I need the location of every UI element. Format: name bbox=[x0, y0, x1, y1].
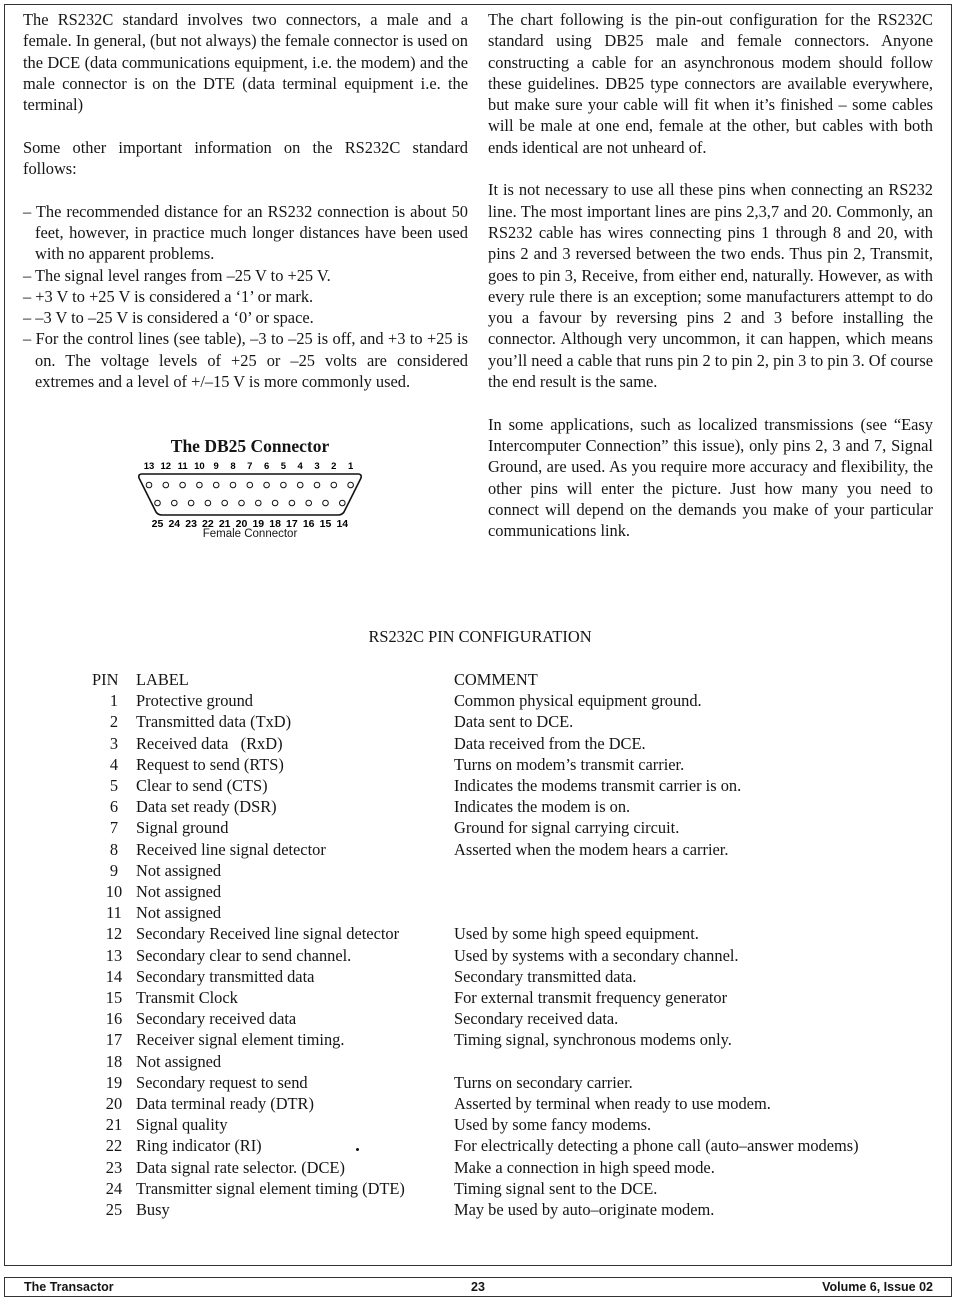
comment-cell: For electrically detecting a phone call (auto–answer modems) bbox=[454, 1136, 859, 1156]
pin-number-label: 13 bbox=[143, 461, 155, 472]
pin-number-label: 17 bbox=[286, 518, 298, 530]
pin-hole bbox=[306, 500, 312, 506]
table-row bbox=[92, 1178, 859, 1199]
pin-number-label: 21 bbox=[218, 518, 231, 530]
comment-cell bbox=[454, 1051, 859, 1072]
bullet-list bbox=[23, 201, 468, 393]
pin-cell: 5 bbox=[109, 776, 119, 796]
comment-cell bbox=[454, 902, 859, 923]
pin-cell: 24 bbox=[105, 1178, 123, 1198]
pin-number-label: 18 bbox=[269, 518, 281, 530]
pin-hole bbox=[256, 500, 262, 506]
label-cell: Signal ground bbox=[136, 818, 229, 838]
pin-hole bbox=[331, 482, 337, 488]
table-row bbox=[92, 1093, 859, 1114]
pin-cell: 6 bbox=[109, 797, 119, 817]
header-label: LABEL bbox=[136, 670, 189, 689]
pin-cell: 23 bbox=[105, 1157, 123, 1177]
figure-title: The DB25 Connector bbox=[170, 436, 330, 456]
pin-cell: 8 bbox=[109, 839, 119, 859]
label-cell: Received data (RxD) bbox=[136, 733, 283, 753]
table-row bbox=[92, 796, 859, 817]
table-row bbox=[92, 902, 859, 923]
table-row bbox=[92, 1051, 859, 1072]
table-row bbox=[92, 1135, 859, 1156]
pin-number-label: 16 bbox=[302, 518, 315, 530]
table-row bbox=[92, 1072, 859, 1093]
pin-hole bbox=[272, 500, 278, 506]
db25-connector-figure bbox=[120, 436, 380, 556]
table-row bbox=[92, 1114, 859, 1135]
table-header-row bbox=[92, 669, 859, 690]
pin-hole bbox=[146, 482, 152, 488]
label-cell: Not assigned bbox=[136, 1051, 222, 1071]
pin-cell: 16 bbox=[105, 1009, 123, 1029]
table-row bbox=[92, 690, 859, 711]
paragraph: Some other important information on the RS232C standard follows: bbox=[23, 137, 468, 179]
connector-shell-outline bbox=[139, 474, 361, 515]
table-row bbox=[92, 1199, 859, 1220]
pin-number-label: 3 bbox=[314, 461, 320, 472]
pin-hole bbox=[281, 482, 287, 488]
pin-cell: 22 bbox=[105, 1136, 123, 1156]
label-cell: Busy bbox=[136, 1200, 170, 1220]
header-pin: PIN bbox=[92, 670, 119, 689]
pin-hole bbox=[172, 500, 178, 506]
label-cell: Secondary received data bbox=[136, 1009, 297, 1029]
pin-cell: 12 bbox=[105, 924, 123, 944]
label-cell: Request to send (RTS) bbox=[136, 754, 284, 774]
paragraph: The RS232C standard involves two connectors, a male and a female. In general, (but not always) the female connector is used on the DCE (data communications equipment, i.e. the modem) and the male connector is on the DTE (data terminal equipment i.e. the terminal) bbox=[23, 10, 468, 115]
pin-number-label: 7 bbox=[247, 461, 253, 472]
table-row bbox=[92, 754, 859, 775]
label-cell: Data set ready (DSR) bbox=[136, 797, 277, 817]
table-row bbox=[92, 711, 859, 732]
pin-hole bbox=[155, 500, 161, 506]
table-row bbox=[92, 923, 859, 944]
label-cell: Signal quality bbox=[136, 1115, 228, 1135]
comment-cell: Indicates the modem is on. bbox=[454, 797, 631, 817]
pin-number-label: 25 bbox=[151, 518, 164, 530]
pin-number-label: 5 bbox=[280, 461, 287, 472]
pin-cell: 19 bbox=[105, 1072, 123, 1092]
pin-number-label: 23 bbox=[185, 518, 197, 530]
figure-caption: Female Connector bbox=[202, 528, 298, 540]
comment-cell: Common physical equipment ground. bbox=[454, 691, 702, 711]
pin-cell: 2 bbox=[109, 712, 119, 732]
pin-hole bbox=[348, 482, 354, 488]
comment-cell: Data sent to DCE. bbox=[454, 712, 574, 732]
comment-cell: Used by some high speed equipment. bbox=[454, 924, 699, 944]
db25-connector-diagram bbox=[130, 458, 370, 530]
comment-cell: Data received from the DCE. bbox=[454, 733, 646, 753]
pin-hole bbox=[247, 482, 253, 488]
label-cell: Secondary Received line signal detector bbox=[136, 924, 400, 944]
bullet-item: – +3 V to +25 V is considered a ‘1’ or mark. bbox=[23, 286, 314, 306]
table-row bbox=[92, 817, 859, 838]
pin-number-label: 12 bbox=[160, 461, 172, 472]
pin-hole bbox=[213, 482, 219, 488]
comment-cell bbox=[454, 860, 859, 881]
pin-number-label: 8 bbox=[230, 461, 236, 472]
pin-cell: 17 bbox=[105, 1030, 123, 1050]
pin-number-label: 19 bbox=[252, 518, 265, 530]
comment-cell: Make a connection in high speed mode. bbox=[454, 1157, 715, 1177]
label-cell: Receiver signal element timing. bbox=[136, 1030, 345, 1050]
comment-cell: Turns on modem’s transmit carrier. bbox=[454, 754, 685, 774]
page-footer bbox=[4, 1277, 952, 1297]
comment-cell: Used by systems with a secondary channel. bbox=[454, 945, 739, 965]
pin-hole bbox=[264, 482, 270, 488]
pin-hole bbox=[340, 500, 346, 506]
bullet-item: – For the control lines (see table), –3 to –25 is off, and +3 to +25 is on. The voltage levels of +25 or –25 volts are considered extremes and a level of +/–15 V is more commonly used. bbox=[23, 329, 468, 392]
table-row bbox=[92, 987, 859, 1008]
issue-label: Volume 6, Issue 02 bbox=[822, 1280, 933, 1294]
pin-cell: 14 bbox=[105, 966, 123, 986]
pin-cell: 1 bbox=[109, 691, 119, 711]
table-row bbox=[92, 839, 859, 860]
label-cell: Ring indicator (RI) bbox=[136, 1136, 262, 1156]
label-cell: Not assigned bbox=[136, 860, 222, 880]
table-title: RS232C PIN CONFIGURATION bbox=[368, 627, 592, 646]
pin-number-label: 11 bbox=[177, 461, 188, 472]
label-cell: Transmit Clock bbox=[136, 988, 238, 1008]
pin-number-label: 4 bbox=[297, 461, 303, 472]
pin-number-label: 1 bbox=[347, 461, 354, 472]
table-row bbox=[92, 733, 859, 754]
pin-cell: 21 bbox=[105, 1115, 123, 1135]
pin-hole bbox=[239, 500, 245, 506]
left-column bbox=[23, 9, 468, 392]
pin-hole bbox=[222, 500, 228, 506]
header-comment: COMMENT bbox=[454, 670, 538, 689]
table-row bbox=[92, 860, 859, 881]
pin-number-label: 6 bbox=[263, 461, 270, 472]
pin-cell: 18 bbox=[105, 1051, 123, 1071]
bullet-item: – –3 V to –25 V is considered a ‘0’ or space. bbox=[23, 308, 314, 328]
label-cell: Secondary clear to send channel. bbox=[136, 945, 352, 965]
pin-hole bbox=[289, 500, 295, 506]
publication-name: The Transactor bbox=[24, 1280, 114, 1294]
pin-hole bbox=[197, 482, 203, 488]
table-row bbox=[92, 1008, 859, 1029]
page-number: 23 bbox=[471, 1280, 485, 1294]
table-row bbox=[92, 1157, 859, 1178]
comment-cell: Timing signal, synchronous modems only. bbox=[454, 1030, 732, 1050]
label-cell: Not assigned bbox=[136, 882, 222, 902]
pin-hole bbox=[205, 500, 211, 506]
pin-hole bbox=[188, 500, 194, 506]
comment-cell: Timing signal sent to the DCE. bbox=[454, 1178, 658, 1198]
comment-cell: Asserted when the modem hears a carrier. bbox=[454, 839, 729, 859]
pin-number-label: 10 bbox=[194, 461, 205, 472]
pin-number-label: 2 bbox=[331, 461, 337, 472]
table-row bbox=[92, 775, 859, 796]
paragraph: It is not necessary to use all these pins when connecting an RS232 line. The most important lines are pins 2,3,7 and 20. Commonly, an RS232 cable has wires connecting pins 1 through 8 and 20, with pins 2 and 3 reversed between the two ends. Thus pin 2, Transmit, goes to pin 3, Receive, from either end, naturally. However, as with every rule there is an exception; some manufacturers attempt to do you a favour by reversing pins 2 and 3 before installing the connector. Although very uncommon, it can happen, which means you’ll need a cable that runs pin 2 to pin 2, pin 3 to pin 3. Of course the end result is the same. bbox=[488, 180, 933, 392]
table-row bbox=[92, 945, 859, 966]
comment-cell: Indicates the modems transmit carrier is on. bbox=[454, 776, 742, 796]
pin-number-label: 15 bbox=[319, 518, 332, 530]
label-cell: Not assigned bbox=[136, 903, 222, 923]
pin-number-label: 9 bbox=[213, 461, 219, 472]
right-column bbox=[488, 9, 933, 563]
pin-hole bbox=[314, 482, 320, 488]
label-cell: Secondary transmitted data bbox=[136, 966, 315, 986]
label-cell: Received line signal detector bbox=[136, 839, 326, 859]
pin-cell: 4 bbox=[109, 754, 119, 774]
comment-cell: Secondary transmitted data. bbox=[454, 966, 637, 986]
pin-cell: 11 bbox=[106, 903, 122, 923]
bullet-item: – The recommended distance for an RS232 connection is about 50 feet, however, in practice much longer distances have been used with no apparent problems. bbox=[23, 201, 468, 264]
pin-cell: 3 bbox=[109, 733, 119, 753]
label-cell: Protective ground bbox=[136, 691, 253, 711]
pin-number-label: 22 bbox=[202, 518, 214, 530]
comment-cell: Turns on secondary carrier. bbox=[454, 1072, 633, 1092]
pin-configuration-table bbox=[92, 669, 859, 1220]
comment-cell: Secondary received data. bbox=[454, 1009, 619, 1029]
label-cell: Clear to send (CTS) bbox=[136, 776, 268, 796]
label-cell: Transmitted data (TxD) bbox=[136, 712, 292, 732]
pin-number-label: 14 bbox=[336, 518, 349, 530]
pin-hole bbox=[230, 482, 236, 488]
pin-cell: 25 bbox=[105, 1200, 123, 1220]
pin-hole bbox=[297, 482, 303, 488]
table-row bbox=[92, 966, 859, 987]
table-row bbox=[92, 881, 859, 902]
pin-number-label: 20 bbox=[235, 518, 248, 530]
comment-cell: May be used by auto–originate modem. bbox=[454, 1200, 715, 1220]
print-speck bbox=[356, 1148, 359, 1151]
bullet-item: – The signal level ranges from –25 V to +25 V. bbox=[23, 265, 331, 285]
pin-number-label: 24 bbox=[168, 518, 181, 530]
label-cell: Transmitter signal element timing (DTE) bbox=[136, 1178, 405, 1198]
label-cell: Secondary request to send bbox=[136, 1072, 308, 1092]
paragraph: In some applications, such as localized transmissions (see “Easy Intercomputer Connection” this issue), only pins 2, 3 and 7, Signal Ground, are used. As you require more accuracy and flexibility, the other pins will enter the picture. Just how many you need to connect will depend on the demands you make of your particular communications link. bbox=[488, 414, 933, 541]
comment-cell: Asserted by terminal when ready to use modem. bbox=[454, 1094, 771, 1114]
pin-hole bbox=[323, 500, 329, 506]
paragraph: The chart following is the pin-out configuration for the RS232C standard using DB25 male and female connectors. Anyone constructing a cable for an asynchronous modem should follow these guidelines. DB25 type connectors are available everywhere, but make sure your cable will fit when it’s finished – some cables will be male at one end, female at the other, but cables with both ends identical are not unheard of. bbox=[488, 10, 933, 157]
comment-cell: Used by some fancy modems. bbox=[454, 1115, 652, 1135]
pin-cell: 9 bbox=[109, 860, 119, 880]
pin-cell: 20 bbox=[105, 1094, 123, 1114]
pin-cell: 7 bbox=[109, 818, 119, 838]
pin-hole bbox=[180, 482, 186, 488]
pin-cell: 13 bbox=[105, 945, 123, 965]
comment-cell: Ground for signal carrying circuit. bbox=[454, 818, 680, 838]
pin-cell: 10 bbox=[105, 882, 123, 902]
comment-cell: For external transmit frequency generator bbox=[454, 988, 728, 1008]
label-cell: Data terminal ready (DTR) bbox=[136, 1094, 314, 1114]
table-row bbox=[92, 1029, 859, 1050]
label-cell: Data signal rate selector. (DCE) bbox=[136, 1157, 345, 1177]
pin-cell: 15 bbox=[105, 988, 123, 1008]
comment-cell bbox=[454, 881, 859, 902]
pin-hole bbox=[163, 482, 169, 488]
